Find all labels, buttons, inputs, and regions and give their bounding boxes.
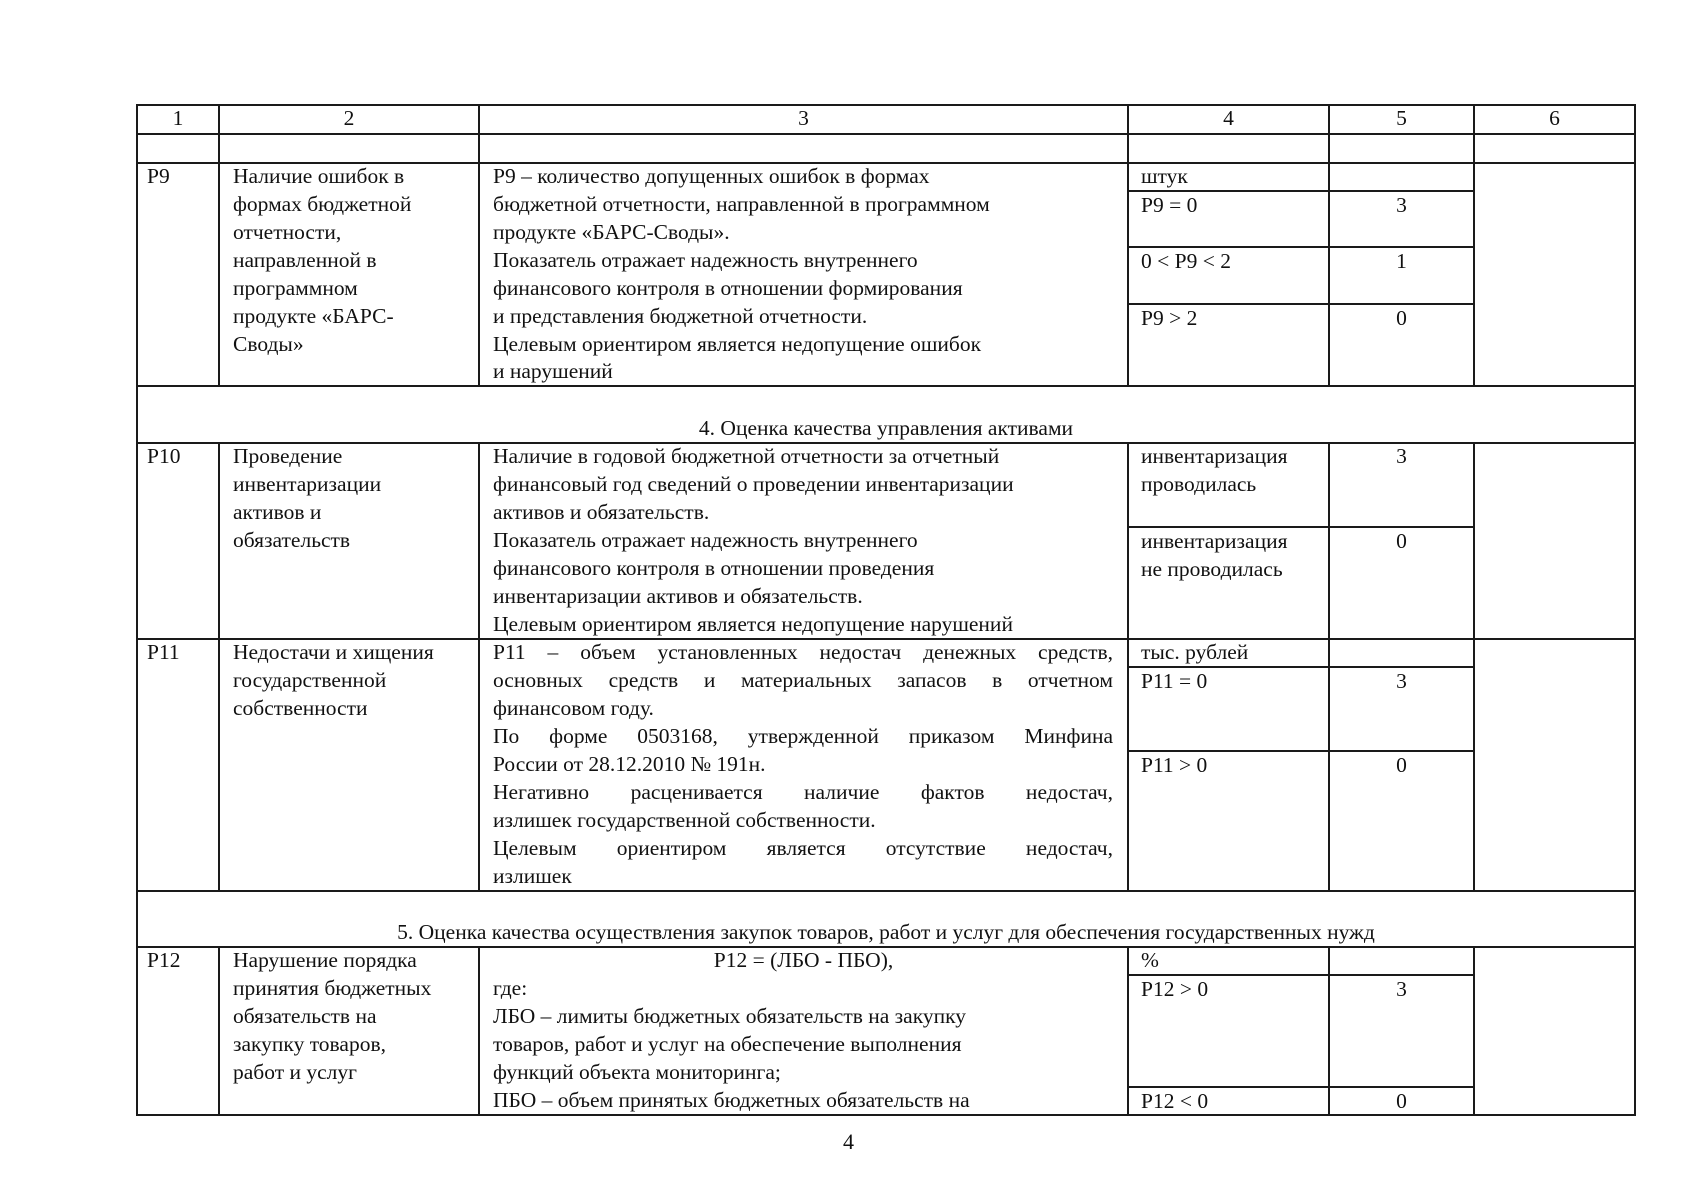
indicator-name-line: Нарушение порядка xyxy=(233,948,417,972)
description-line: финансовый год сведений о проведении инвентаризации xyxy=(493,472,1014,496)
indicator-name-line: Проведение xyxy=(233,444,343,468)
description-line: где: xyxy=(493,976,528,1000)
score-value: 3 xyxy=(1396,444,1407,468)
description-line: функций объекта мониторинга; xyxy=(493,1060,781,1084)
description-line: излишек государственной собственности. xyxy=(493,808,876,832)
condition-label: инвентаризация xyxy=(1141,529,1288,553)
column-divider xyxy=(218,946,220,1115)
indicator-name-line: работ и услуг xyxy=(233,1060,357,1084)
table-border xyxy=(136,104,138,1114)
unit-label: штук xyxy=(1141,164,1188,188)
condition-label: проводилась xyxy=(1141,472,1257,496)
condition-label: Р11 = 0 xyxy=(1141,669,1208,693)
column-divider xyxy=(218,442,220,891)
indicator-name-line: Своды» xyxy=(233,332,304,356)
indicator-name-line: принятия бюджетных xyxy=(233,976,432,1000)
score-value: 0 xyxy=(1396,306,1407,330)
unit-label: тыс. рублей xyxy=(1141,640,1249,664)
description-line: Целевым ориентиром является недопущение нарушений xyxy=(493,612,1013,636)
description-line: Целевым ориентиром является отсутствие недостач, xyxy=(493,836,1113,860)
table-border xyxy=(1634,104,1636,1114)
description-line: и представления бюджетной отчетности. xyxy=(493,304,868,328)
section-title: 5. Оценка качества осуществления закупок товаров, работ и услуг для обеспечения государственных нужд xyxy=(397,920,1375,944)
condition-label: инвентаризация xyxy=(1141,444,1288,468)
description-line: активов и обязательств. xyxy=(493,500,710,524)
column-divider xyxy=(478,442,480,891)
column-divider xyxy=(1127,946,1129,1115)
column-divider xyxy=(1127,104,1129,386)
description-line: России от 28.12.2010 № 191н. xyxy=(493,752,766,776)
table-rule xyxy=(136,133,1636,135)
header-col-1: 1 xyxy=(172,106,184,130)
condition-label: Р9 > 2 xyxy=(1141,306,1198,330)
description-line: финансового контроля в отношении формирования xyxy=(493,276,963,300)
column-divider xyxy=(1473,946,1475,1115)
header-col-6: 6 xyxy=(1549,106,1560,130)
description-line: ПБО – объем принятых бюджетных обязательств на xyxy=(493,1088,970,1112)
description-line: Наличие в годовой бюджетной отчетности за отчетный xyxy=(493,444,1000,468)
score-value: 3 xyxy=(1396,669,1407,693)
description-line: Показатель отражает надежность внутреннего xyxy=(493,248,918,272)
unit-label: % xyxy=(1141,948,1159,972)
page-number: 4 xyxy=(843,1129,854,1154)
indicator-name-line: формах бюджетной xyxy=(233,192,412,216)
indicator-name-line: инвентаризации xyxy=(233,472,382,496)
column-divider xyxy=(1328,104,1330,386)
indicator-name-line: Недостачи и хищения xyxy=(233,640,434,664)
score-value: 0 xyxy=(1396,753,1407,777)
description-line: основных средств и материальных запасов в отчетном xyxy=(493,668,1113,692)
description-line: бюджетной отчетности, направленной в программном xyxy=(493,192,990,216)
indicator-name-line: Наличие ошибок в xyxy=(233,164,405,188)
description-line: Негативно расценивается наличие фактов недостач, xyxy=(493,780,1113,804)
score-value: 3 xyxy=(1396,977,1407,1001)
indicator-name-line: направленной в xyxy=(233,248,377,272)
formula: Р12 = (ЛБО - ПБО), xyxy=(713,948,894,972)
description-line: Р9 – количество допущенных ошибок в формах xyxy=(493,164,930,188)
description-line: продукте «БАРС-Своды». xyxy=(493,220,730,244)
score-value: 3 xyxy=(1396,193,1407,217)
description-line: и нарушений xyxy=(493,359,613,383)
score-value: 0 xyxy=(1396,529,1407,553)
indicator-name-line: отчетности, xyxy=(233,220,342,244)
header-col-3: 3 xyxy=(798,106,809,130)
description-line: Р11 – объем установленных недостач денежных средств, xyxy=(493,640,1113,664)
description-line: ЛБО – лимиты бюджетных обязательств на закупку xyxy=(493,1004,967,1028)
score-value: 0 xyxy=(1396,1089,1407,1113)
indicator-code: Р11 xyxy=(147,640,180,664)
section-title: 4. Оценка качества управления активами xyxy=(698,416,1074,440)
description-line: финансового контроля в отношении проведения xyxy=(493,556,935,580)
table-rule xyxy=(136,890,1636,892)
indicator-name-line: обязательств на xyxy=(233,1004,377,1028)
indicator-code: Р9 xyxy=(147,164,170,188)
condition-label: Р12 > 0 xyxy=(1141,977,1209,1001)
indicator-code: Р12 xyxy=(147,948,181,972)
condition-label: Р12 < 0 xyxy=(1141,1089,1209,1113)
header-col-5: 5 xyxy=(1396,106,1407,130)
condition-label: Р9 = 0 xyxy=(1141,193,1198,217)
description-line: товаров, работ и услуг на обеспечение выполнения xyxy=(493,1032,962,1056)
description-line: излишек xyxy=(493,864,572,888)
indicator-name-line: государственной xyxy=(233,668,387,692)
indicator-name-line: обязательств xyxy=(233,528,351,552)
score-value: 1 xyxy=(1396,249,1407,273)
description-line: По форме 0503168, утвержденной приказом Минфина xyxy=(493,724,1113,748)
indicator-code: Р10 xyxy=(147,444,181,468)
indicator-name-line: программном xyxy=(233,276,358,300)
description-line: Показатель отражает надежность внутреннего xyxy=(493,528,918,552)
indicator-name-line: активов и xyxy=(233,500,322,524)
column-divider xyxy=(1473,104,1475,386)
condition-label: Р11 > 0 xyxy=(1141,753,1208,777)
table-rule xyxy=(136,385,1636,387)
description-line: финансовом году. xyxy=(493,696,654,720)
condition-label: не проводилась xyxy=(1141,557,1283,581)
description-line: инвентаризации активов и обязательств. xyxy=(493,584,863,608)
header-col-4: 4 xyxy=(1223,106,1234,130)
column-divider xyxy=(478,104,480,386)
description-line: Целевым ориентиром является недопущение ошибок xyxy=(493,332,982,356)
indicator-name-line: продукте «БАРС- xyxy=(233,304,394,328)
indicator-name-line: собственности xyxy=(233,696,368,720)
column-divider xyxy=(218,104,220,386)
condition-label: 0 < Р9 < 2 xyxy=(1141,249,1231,273)
header-col-2: 2 xyxy=(343,106,355,130)
indicator-name-line: закупку товаров, xyxy=(233,1032,386,1056)
